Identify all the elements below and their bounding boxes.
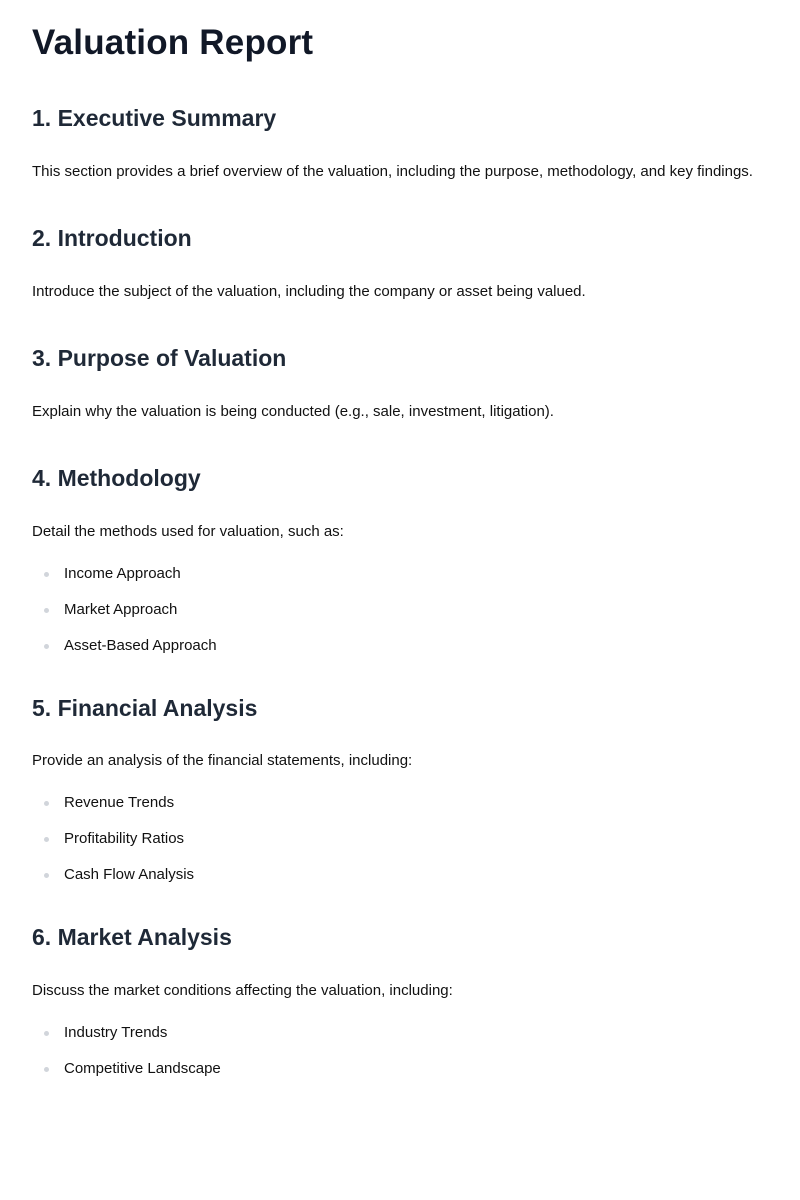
list-item	[32, 793, 768, 813]
list-item-label: Income Approach	[64, 564, 181, 582]
list-item	[32, 1023, 768, 1043]
section-introduction	[32, 224, 768, 306]
list-item-label: Revenue Trends	[64, 794, 175, 812]
bullet-icon	[44, 644, 49, 649]
section-text: Explain why the valuation is being conducted (e.g., sale, investment, litigation).	[32, 402, 554, 420]
section-heading: 4. Methodology	[32, 464, 201, 491]
bullet-icon	[44, 1067, 49, 1072]
bullet-icon	[44, 1031, 49, 1036]
section-text: Provide an analysis of the financial statements, including:	[32, 752, 413, 770]
list-item	[32, 636, 768, 656]
section-text: This section provides a brief overview of the valuation, including the purpose, methodology, and key findings.	[32, 162, 753, 180]
list-item	[32, 829, 768, 849]
section-text: Discuss the market conditions affecting the valuation, including:	[32, 982, 453, 1000]
section-heading: 3. Purpose of Valuation	[32, 344, 287, 371]
bullet-list	[32, 1023, 768, 1079]
list-item-label: Profitability Ratios	[64, 830, 185, 848]
list-item	[32, 865, 768, 885]
bullet-list	[32, 793, 768, 885]
section-methodology	[32, 464, 768, 656]
bullet-icon	[44, 873, 49, 878]
bullet-list	[32, 564, 768, 656]
section-heading: 5. Financial Analysis	[32, 694, 258, 721]
section-executive-summary	[32, 104, 768, 186]
list-item	[32, 600, 768, 620]
list-item-label: Industry Trends	[64, 1024, 168, 1042]
page-title: Valuation Report	[32, 23, 314, 62]
section-financial-analysis	[32, 694, 768, 886]
list-item-label: Cash Flow Analysis	[64, 866, 195, 884]
section-text: Introduce the subject of the valuation, including the company or asset being valued.	[32, 282, 586, 300]
bullet-icon	[44, 837, 49, 842]
list-item-label: Competitive Landscape	[64, 1060, 221, 1078]
section-heading: 2. Introduction	[32, 224, 192, 251]
list-item-label: Asset-Based Approach	[64, 636, 217, 654]
bullet-icon	[44, 572, 49, 577]
section-market-analysis	[32, 923, 768, 1079]
section-heading: 6. Market Analysis	[32, 924, 232, 951]
section-heading: 1. Executive Summary	[32, 105, 277, 131]
list-item-label: Market Approach	[64, 600, 178, 618]
bullet-icon	[44, 801, 49, 806]
list-item	[32, 1059, 768, 1079]
section-text: Detail the methods used for valuation, such as:	[32, 522, 344, 540]
list-item	[32, 564, 768, 584]
bullet-icon	[44, 608, 49, 613]
section-purpose-of-valuation	[32, 344, 768, 426]
